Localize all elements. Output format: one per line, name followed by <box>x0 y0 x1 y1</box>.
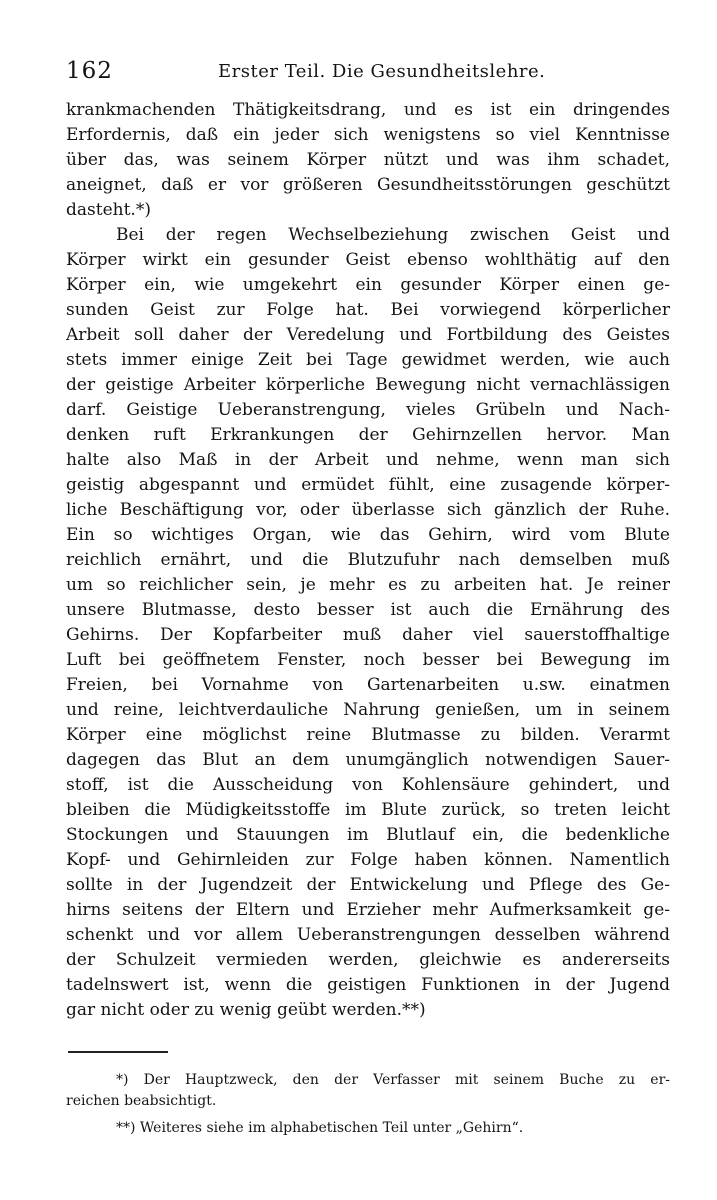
text-line: reichlich ernährt, und die Blutzufuhr nach demselben muß <box>66 550 670 570</box>
text-line: Gehirns. Der Kopfarbeiter muß daher viel sauerstoffhaltige <box>66 625 670 645</box>
footnote-divider <box>68 1051 168 1053</box>
text-line: Körper eine möglichst reine Blutmasse zu bilden. Verarmt <box>66 725 670 745</box>
text-line: krankmachenden Thätigkeitsdrang, und es ist ein dringendes <box>66 100 670 120</box>
text-line: sunden Geist zur Folge hat. Bei vorwiegend körperlicher <box>66 300 670 320</box>
text-line: stets immer einige Zeit bei Tage gewidmet werden, wie auch <box>66 350 670 370</box>
text-line: aneignet, daß er vor größeren Gesundheitsstörungen geschützt <box>66 175 670 195</box>
running-head <box>66 58 676 88</box>
text-line: um so reichlicher sein, je mehr es zu arbeiten hat. Je reiner <box>66 575 670 595</box>
running-title: Erster Teil. Die Gesundheitslehre. <box>218 61 546 82</box>
text-line: sollte in der Jugendzeit der Entwickelung und Pflege des Ge- <box>66 875 670 895</box>
text-line: Ein so wichtiges Organ, wie das Gehirn, wird vom Blute <box>66 525 670 545</box>
text-line: bleiben die Müdigkeitsstoffe im Blute zurück, so treten leicht <box>66 800 670 820</box>
text-line: Kopf- und Gehirnleiden zur Folge haben können. Namentlich <box>66 850 670 870</box>
text-line: dasteht.*) <box>66 200 151 220</box>
text-line: geistig abgespannt und ermüdet fühlt, eine zusagende körper- <box>66 475 670 495</box>
text-line: tadelnswert ist, wenn die geistigen Funktionen in der Jugend <box>66 975 670 995</box>
text-line: Körper ein, wie umgekehrt ein gesunder Körper einen ge- <box>66 275 670 295</box>
text-line: Bei der regen Wechselbeziehung zwischen Geist und <box>116 225 670 245</box>
text-line: Luft bei geöffnetem Fenster, noch besser bei Bewegung im <box>66 650 670 670</box>
text-line: Körper wirkt ein gesunder Geist ebenso wohlthätig auf den <box>66 250 670 270</box>
text-line: der geistige Arbeiter körperliche Bewegung nicht vernachlässigen <box>66 375 670 395</box>
body-text <box>66 98 670 1023</box>
text-line: gar nicht oder zu wenig geübt werden.**) <box>66 1000 426 1020</box>
footnote-line: reichen beabsichtigt. <box>66 1093 217 1109</box>
text-line: darf. Geistige Ueberanstrengung, vieles Grübeln und Nach- <box>66 400 670 420</box>
text-line: halte also Maß in der Arbeit und nehme, wenn man sich <box>66 450 670 470</box>
text-line: denken ruft Erkrankungen der Gehirnzellen hervor. Man <box>66 425 670 445</box>
text-line: der Schulzeit vermieden werden, gleichwie es andererseits <box>66 950 670 970</box>
text-line: unsere Blutmasse, desto besser ist auch die Ernährung des <box>66 600 670 620</box>
text-line: und reine, leichtverdauliche Nahrung genießen, um in seinem <box>66 700 670 720</box>
text-line: Erfordernis, daß ein jeder sich wenigstens so viel Kenntnisse <box>66 125 670 145</box>
page-number: 162 <box>66 58 113 84</box>
text-line: über das, was seinem Körper nützt und was ihm schadet, <box>66 150 670 170</box>
footnote-line: **) Weiteres siehe im alphabetischen Teil unter „Gehirn“. <box>116 1120 524 1136</box>
text-line: liche Beschäftigung vor, oder überlasse sich gänzlich der Ruhe. <box>66 500 670 520</box>
text-line: Freien, bei Vornahme von Gartenarbeiten u.sw. einatmen <box>66 675 670 695</box>
text-line: stoff, ist die Ausscheidung von Kohlensäure gehindert, und <box>66 775 670 795</box>
text-line: Arbeit soll daher der Veredelung und Fortbildung des Geistes <box>66 325 670 345</box>
footnotes <box>66 1070 670 1139</box>
text-line: hirns seitens der Eltern und Erzieher mehr Aufmerksamkeit ge- <box>66 900 670 920</box>
text-line: schenkt und vor allem Ueberanstrengungen desselben während <box>66 925 670 945</box>
text-line: Stockungen und Stauungen im Blutlauf ein, die bedenkliche <box>66 825 670 845</box>
text-line: dagegen das Blut an dem unumgänglich notwendigen Sauer- <box>66 750 670 770</box>
footnote-line: *) Der Hauptzweck, den der Verfasser mit seinem Buche zu er- <box>116 1072 670 1088</box>
